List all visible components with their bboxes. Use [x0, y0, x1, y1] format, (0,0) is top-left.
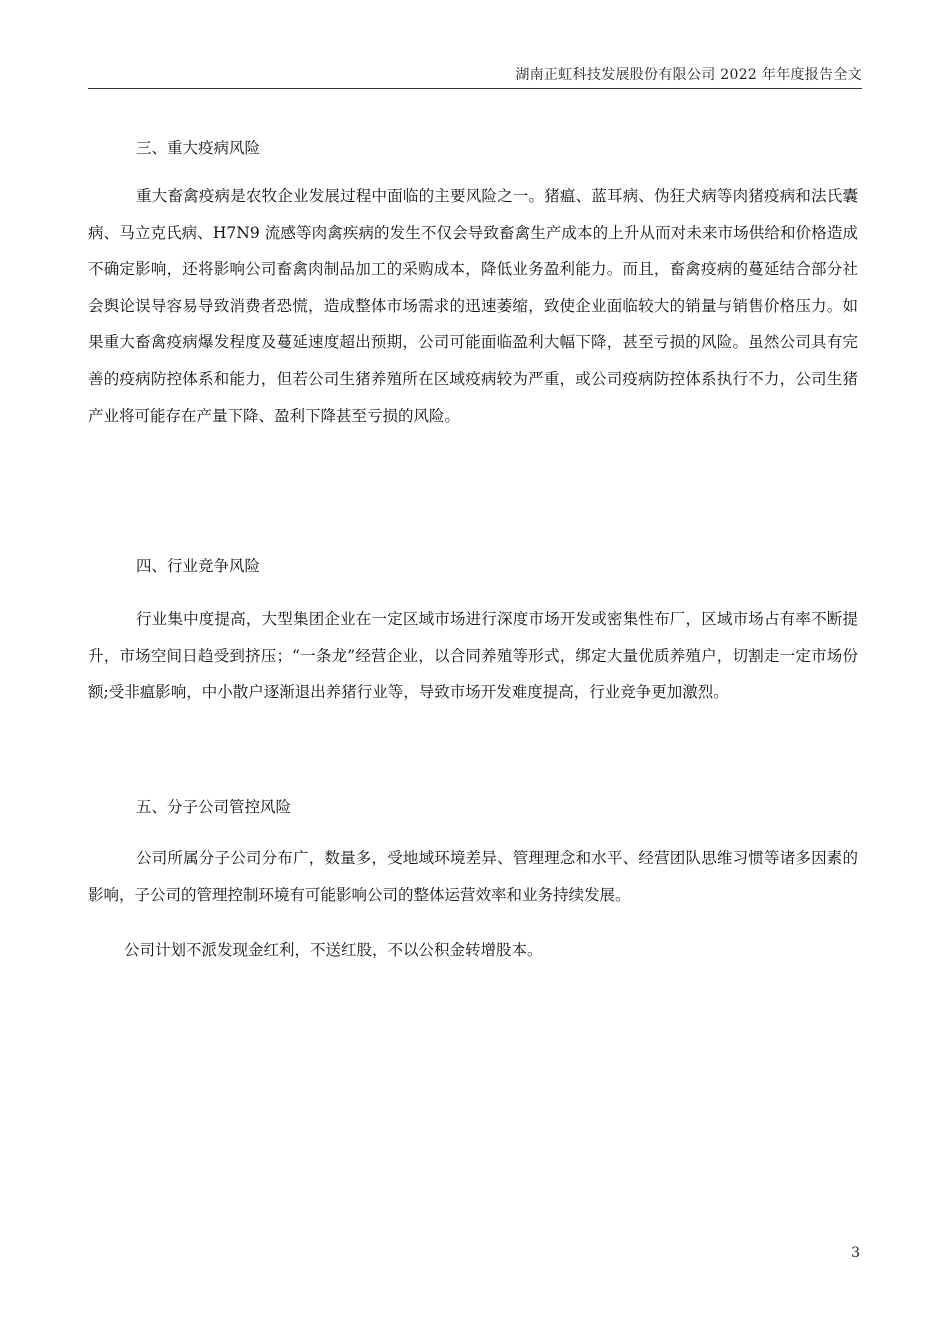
section-heading: 三、重大疫病风险 [136, 139, 261, 157]
section-heading: 五、分子公司管控风险 [136, 798, 292, 816]
dividend-statement-block [88, 932, 858, 969]
section-paragraph: 公司所属分子公司分布广，数量多，受地域环境差异、管理理念和水平、经营团队思维习惯等诸多因素的影响，子公司的管理控制环境有可能影响公司的整体运营效率和业务持续发展。 [88, 849, 858, 904]
report-header-title: 湖南正虹科技发展股份有限公司 2022 年年度报告全文 [515, 67, 862, 83]
header-divider [88, 88, 862, 89]
section-heading: 四、行业竞争风险 [136, 557, 261, 575]
section-four-body-block [88, 601, 858, 711]
section-five-heading-block [88, 797, 858, 817]
page-number: 3 [851, 1245, 860, 1261]
dividend-statement: 公司计划不派发现金红利，不送红股，不以公积金转增股本。 [124, 941, 543, 959]
section-paragraph: 重大畜禽疫病是农牧企业发展过程中面临的主要风险之一。猪瘟、蓝耳病、伪狂犬病等肉猪疫病和法氏囊病、马立克氏病、H7N9 流感等肉禽疾病的发生不仅会导致畜禽生产成本的上升从而对未来市场供给和价格造成不确定影响，还将影响公司畜禽肉制品加工的采购成本，降低业务盈利能力。而且，畜禽疫病的蔓延结合部分社会舆论误导容易导致消费者恐慌，造成整体市场需求的迅速萎缩，致使企业面临较大的销量与销售价格压力。如果重大畜禽疫病爆发程度及蔓延速度超出预期，公司可能面临盈利大幅下降，甚至亏损的风险。虽然公司具有完善的疫病防控体系和能力，但若公司生猪养殖所在区域疫病较为严重，或公司疫病防控体系执行不力，公司生猪产业将可能存在产量下降、盈利下降甚至亏损的风险。 [88, 187, 858, 425]
section-paragraph: 行业集中度提高，大型集团企业在一定区域市场进行深度市场开发或密集性布厂，区域市场占有率不断提升，市场空间日趋受到挤压；“一条龙”经营企业，以合同养殖等形式，绑定大量优质养殖户，切割走一定市场份额;受非瘟影响，中小散户逐渐退出养猪行业等，导致市场开发难度提高，行业竞争更加激烈。 [88, 610, 858, 702]
section-five-body-block [88, 840, 858, 913]
section-four-heading-block [88, 556, 858, 576]
section-three-heading-block [88, 138, 858, 158]
section-three-body-block [88, 178, 858, 434]
